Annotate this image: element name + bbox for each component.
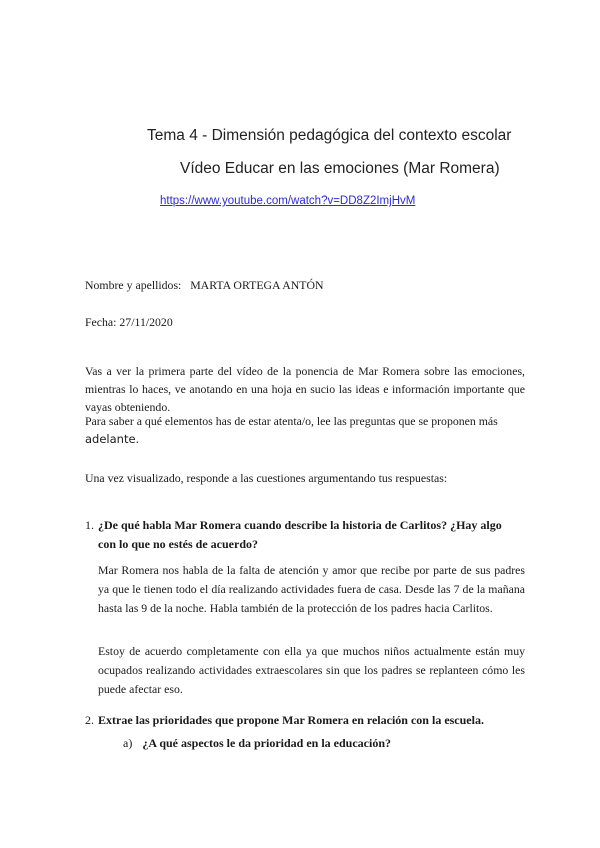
question-2-number: 2. — [85, 713, 94, 727]
name-value: MARTA ORTEGA ANTÓN — [190, 278, 324, 292]
question-2a-text: ¿A qué aspectos le da prioridad en la educación? — [142, 736, 392, 750]
question-2a-letter: a) — [123, 736, 133, 750]
name-row — [85, 278, 324, 293]
intro-paragraph-2-main: Para saber a qué elementos has de estar atenta/o, lee las preguntas que se proponen más — [85, 414, 498, 428]
question-2-text: Extrae las prioridades que propone Mar Romera en relación con la escuela. — [98, 713, 484, 727]
question-1-number: 1. — [85, 518, 94, 532]
question-1-line1: ¿De qué habla Mar Romera cuando describe la historia de Carlitos? ¿Hay algo — [98, 518, 502, 532]
question-1-line2: con lo que no estés de acuerdo? — [98, 537, 258, 551]
name-label: Nombre y apellidos: — [85, 278, 182, 292]
date-label: Fecha: — [85, 315, 117, 329]
video-link[interactable]: https://www.youtube.com/watch?v=DD8Z2ImjHvM — [160, 195, 416, 207]
date-value: 27/11/2020 — [119, 315, 173, 329]
date-row — [85, 315, 173, 330]
intro-paragraph-2-tail: adelante. — [85, 432, 140, 446]
document-subtitle: Vídeo Educar en las emociones (Mar Romera) — [180, 160, 500, 177]
question-2a — [123, 736, 391, 751]
question-1 — [85, 516, 525, 554]
intro-paragraph-2 — [85, 412, 525, 448]
intro-paragraph: Vas a ver la primera parte del vídeo de la ponencia de Mar Romera sobre las emociones, mientras lo haces, ve anotando en una hoja en sucio las ideas e información importante que vayas obteniendo. — [85, 364, 525, 414]
instruction-text: Una vez visualizado, responde a las cuestiones argumentando tus respuestas: — [85, 471, 448, 485]
question-2 — [85, 711, 525, 730]
answer-1-paragraph-2: Estoy de acuerdo completamente con ella ya que muchos niños actualmente están muy ocupados realizando actividades extraescolares sin que los padres se replanteen cómo les puede afectar eso. — [98, 644, 525, 696]
answer-1-paragraph-1: Mar Romera nos habla de la falta de atención y amor que recibe por parte de sus padres ya que le tienen todo el día realizando actividades fuera de casa. Desde las 7 de la mañana hasta las 9 de la noche. Habla también de la protección de los padres hacia Carlitos. — [98, 563, 525, 615]
document-title: Tema 4 - Dimensión pedagógica del contexto escolar — [147, 127, 512, 144]
